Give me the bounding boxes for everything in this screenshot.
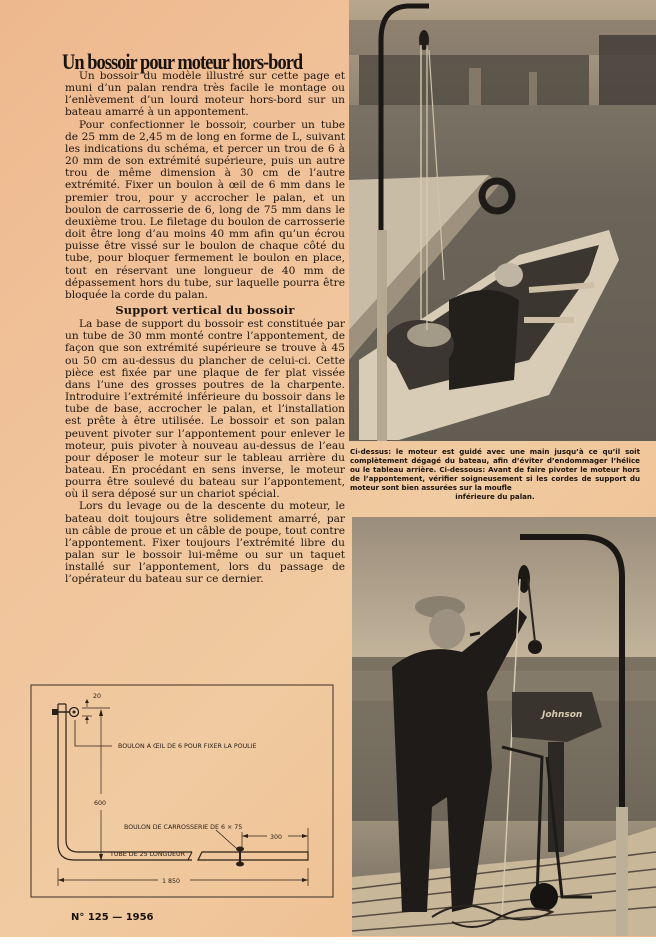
photo-top-svg: [349, 0, 656, 441]
paragraph-intro: Un bossoir du modèle illustré sur cette page et muni d’un palan rendra très facile le montage ou l’enlèvement d’un lourd moteur hors-bord sur un bateau amarré à un appontement.: [65, 70, 345, 119]
motor-brand-logo: Johnson: [542, 710, 583, 720]
total-length-label: 1 850: [162, 878, 181, 885]
eye-bolt-leader: [75, 720, 112, 746]
top-dimension-label: 20: [93, 693, 102, 700]
offset-dimension-label: 300: [270, 834, 283, 841]
tube-straight-segment: [198, 852, 308, 860]
diagram-svg: [30, 684, 334, 898]
davit-base-tube: [616, 807, 628, 936]
paragraph-support: La base de support du bossoir est constituée par un tube de 30 mm monté contre l’appontement, de façon que son extrémité supérieure se trouve à 45 ou 50 cm au-dessus du plancher de celui-ci. Cette pièce est fixée par une plaque de fer plat vissée dans l’une des grosses poutres de la charpente. Introduire l’extrémité inférieure du bossoir dans le tube de base, accrocher le palan, et l’installation est prête à être utilisée. Le bossoir et son palan peuvent pivoter sur l’appontement pour enlever le moteur, puis pivoter à nouveau au-dessus de l’eau pour déposer le moteur sur le tableau arrière du bateau. En procédant en sens inverse, le moteur pourra être soulevé du bateau sur l’appontement, où il sera déposé sur un chariot spécial.: [65, 318, 345, 501]
photo-caption: [350, 447, 640, 502]
davit-base-tube: [377, 230, 387, 441]
article-title: Un bossoir pour moteur hors-bord: [62, 49, 303, 75]
caption-below: Ci-dessous: Avant de faire pivoter le moteur hors de l’appontement, vérifier soigneusement si les cordes de support du moteur sont bien assurées sur la moufle: [350, 465, 640, 493]
bridge-deck: [359, 55, 589, 65]
tube-label: TUBE DE 25 LONGUEUR: [110, 851, 185, 858]
davit-diagram: [30, 684, 334, 898]
photo-man-motor: [352, 517, 656, 936]
caption-above: Ci-dessus: le moteur est guidé avec une main jusqu’à ce qu’il soit complètement dégagé du bateau, afin d’éviter d’endommager l’hélice ou le tableau arrière.: [350, 447, 640, 475]
issue-footer: N° 125 — 1956: [71, 912, 154, 923]
photo-bottom-svg: [352, 517, 656, 936]
man-figure: [449, 290, 519, 390]
vertical-dimension-label: 600: [94, 800, 107, 807]
paragraph-safety: Lors du levage ou de la descente du moteur, le bateau doit toujours être solidement amarré, par un câble de proue et un câble de poupe, tout contre l’appontement. Fixer toujours l’extrémité libre du palan sur le bossoir lui-même ou sur un taquet installé sur l’appontement, lors du passage de l’opérateur du bateau sur ce dernier.: [65, 500, 345, 586]
lower-pulley: [528, 640, 542, 654]
man-face: [429, 609, 465, 649]
pipe: [470, 633, 480, 635]
tube-outer-edge: [58, 704, 192, 860]
section-heading: Support vertical du bossoir: [115, 302, 295, 317]
man-cap: [495, 263, 523, 287]
carriage-bolt-leader: [216, 830, 236, 848]
caption-below-end: inférieure du palan.: [455, 492, 535, 502]
carriage-bolt-label: BOULON DE CARROSSERIE DE 6 × 75: [124, 824, 243, 831]
diagram-frame: [31, 685, 333, 897]
trolley-wheel: [530, 883, 558, 911]
paragraph-construction: Pour confectionner le bossoir, courber un tube de 25 mm de 2,45 m de long en forme de L, suivant les indications du schéma, et percer un trou de 6 à 20 mm de son extrémité supérieure, puis un autre trou de même dimension à 30 cm de l’autre extrémité. Fixer un boulon à œil de 6 mm dans le premier trou, pour y accrocher le palan, et un boulon de carrosserie de 6, long de 75 mm dans le deuxième trou. Le filetage du boulon de carrosserie doit être long d’au moins 40 mm afin qu’un écrou puisse être vissé sur le boulon de chaque côté du tube, pour bloquer fermement le boulon en place, tout en réservant une longueur de 40 mm de dépassement hors du tube, sur laquelle pourra être bloquée la corde du palan.: [65, 118, 345, 301]
photo-boat-davit: [349, 0, 656, 441]
eye-bolt-label: BOULON A ŒIL DE 6 POUR FIXER LA POULIE: [118, 743, 257, 750]
article-body: [65, 70, 345, 586]
